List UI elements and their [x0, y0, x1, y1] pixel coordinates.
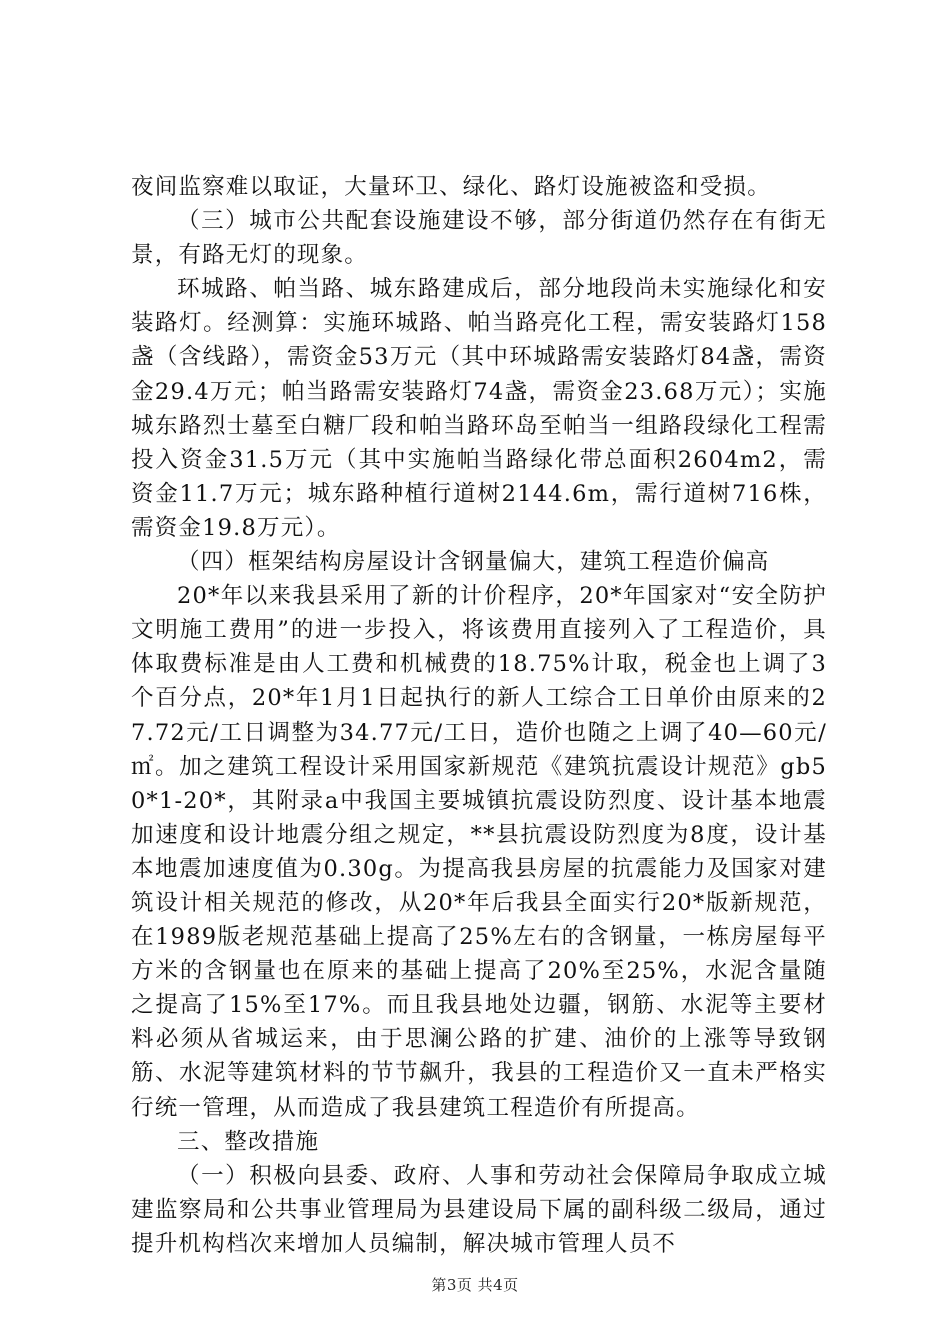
paragraph-night-inspection: 夜间监察难以取证，大量环卫、绿化、路灯设施被盗和受损。 — [131, 174, 771, 200]
paragraph-section-three: （三）城市公共配套设施建设不够，部分街道仍然存在有街无景，有路无灯的现象。 — [131, 208, 827, 269]
paragraph-road-lighting: 环城路、帕当路、城东路建成后，部分地段尚未实施绿化和安装路灯。经测算：实施环城路、帕当路亮化工程，需安装路灯158盏（含线路），需资金53万元（其中环城路需安装路灯84盏，需资金29.4万元；帕当路需安装路灯74盏，需资金23.68万元）；实施城东路烈士墓至白糖厂段和帕当路环岛至帕当一组路段绿化工程需投入资金31.5万元（其中实施帕当路绿化带总面积2604m2，需资金11.7万元；城东路种植行道树2144.6m，需行道树716株，需资金19.8万元）。 — [131, 276, 827, 541]
heading-rectification-measures: 三、整改措施 — [177, 1128, 320, 1155]
document-body — [131, 170, 827, 1261]
paragraph-section-four-heading: （四）框架结构房屋设计含钢量偏大，建筑工程造价偏高 — [177, 549, 770, 576]
paragraph-construction-cost: 20*年以来我县采用了新的计价程序，20*年国家对“安全防护文明施工费用”的进一步投入，将该费用直接列入了工程造价，具体取费标准是由人工费和机械费的18.75%计取，税金也上调了3个百分点，20*年1月1日起执行的新人工综合工日单价由原来的27.72元/工日调整为34.77元/工日，造价也随之上调了40—60元/㎡。加之建筑工程设计采用国家新规范《建筑抗震设计规范》gb50*1-20*，其附录a中我国主要城镇抗震设防烈度、设计基本地震加速度和设计地震分组之规定，**县抗震设防烈度为8度，设计基本地震加速度值为0.30g。为提高我县房屋的抗震能力及国家对建筑设计相关规范的修改，从20*年后我县全面实行20*版新规范，在1989版老规范基础上提高了25%左右的含钢量，一栋房屋每平方米的含钢量也在原来的基础上提高了20%至25%，水泥含量随之提高了15%至17%。而且我县地处边疆，钢筋、水泥等主要材料必须从省城运来，由于思澜公路的扩建、油价的上涨等导致钢筋、水泥等建筑材料的节节飙升，我县的工程造价又一直未严格实行统一管理，从而造成了我县建筑工程造价有所提高。 — [131, 583, 827, 1121]
page-footer: 第3页 共4页 — [431, 1276, 519, 1294]
paragraph-measure-one: （一）积极向县委、政府、人事和劳动社会保障局争取成立城建监察局和公共事业管理局为县建设局下属的副科级二级局，通过提升机构档次来增加人员编制，解决城市管理人员不 — [131, 1162, 827, 1257]
